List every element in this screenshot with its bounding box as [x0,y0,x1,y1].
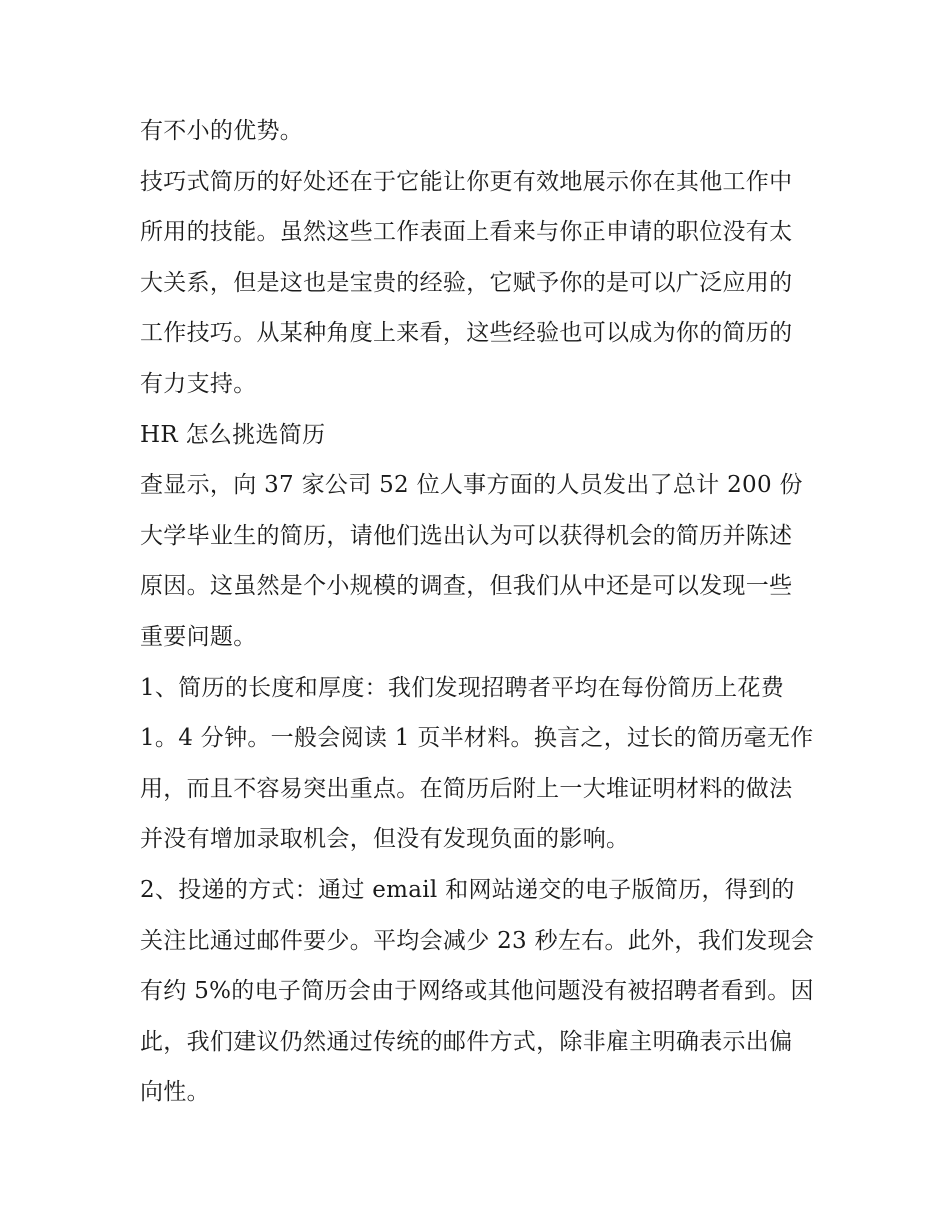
paragraph-skill-resume: 技巧式简历的好处还在于它能让你更有效地展示你在其他工作中所用的技能。虽然这些工作表面上看来与你正申请的职位没有太大关系，但是这也是宝贵的经验，它赋予你的是可以广泛应用的工作技巧。从某种角度上来看，这些经验也可以成为你的简历的有力支持。 [140,168,793,397]
paragraph-survey: 查显示，向 37 家公司 52 位人事方面的人员发出了总计 200 份大学毕业生的简历，请他们选出认为可以获得机会的简历并陈述原因。这虽然是个小规模的调查，但我们从中还是可以发现一些重要问题。 [140,472,803,650]
paragraph-advantage-tail: 有不小的优势。 [140,118,304,144]
paragraph-delivery-method: 2、投递的方式：通过 email 和网站递交的电子版简历，得到的关注比通过邮件要少。平均会减少 23 秒左右。此外，我们发现会有约 5%的电子简历会由于网络或其他问题没有被招聘者看到。因此，我们建议仍然通过传统的邮件方式，除非雇主明确表示出偏向性。 [140,876,815,1106]
document-body [140,106,815,1118]
section-heading-hr-selection: HR 怎么挑选简历 [140,421,326,448]
paragraph-length-thickness: 1、简历的长度和厚度：我们发现招聘者平均在每份简历上花费 1。4 分钟。一般会阅读 1 页半材料。换言之，过长的简历毫无作用，而且不容易突出重点。在简历后附上一大堆证明材料的做法并没有增加录取机会，但没有发现负面的影响。 [140,674,814,853]
